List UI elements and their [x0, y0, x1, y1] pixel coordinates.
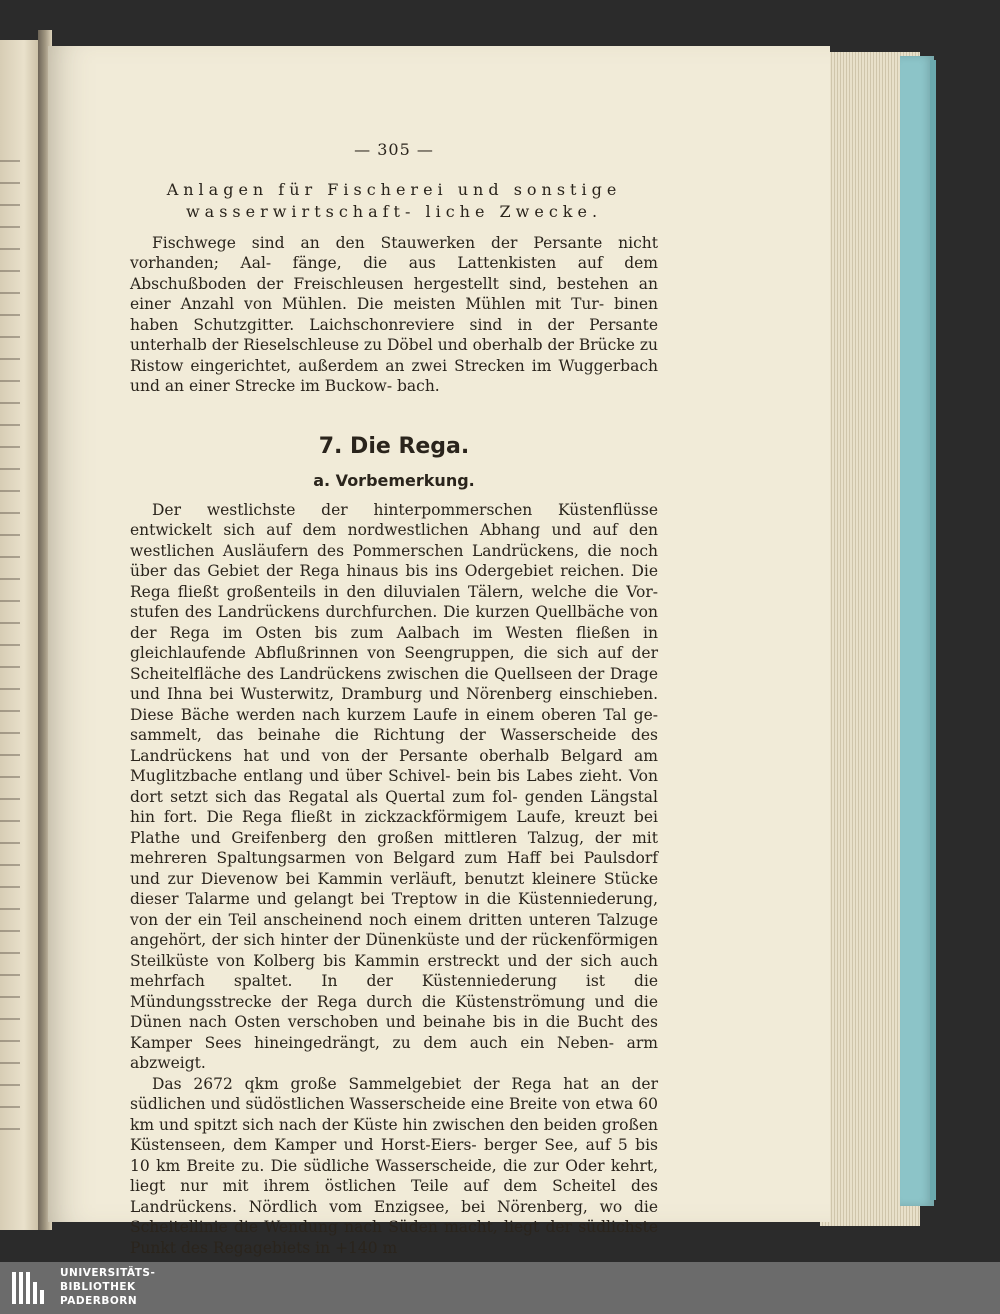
paragraph-sammelgebiet: Das 2672 qkm große Sammelgebiet der Rega hat an der südlichen und südöstlichen Wasserscheide eine Breite von etwa 60 km und spitzt sich nach der Küste hin zwischen den beiden großen Küstenseen, dem Kamper und Horst-Eiers- berger See, auf 5 bis 10 km Breite zu. Die südliche Wasserscheide, die zur Oder kehrt, liegt nur mit ihrem östlichen Teile auf dem Scheitel des Landrückens. Nördlich vom Enzigsee, bei Nörenberg, wo die Scheitellinie die Wendung nach Süden macht, liegt der südlichste Punkt des Regagebiets in +140 m	[130, 1074, 658, 1257]
page-content	[130, 140, 658, 1285]
paragraph-fischerei: Fischwege sind an den Stauwerken der Persante nicht vorhanden; Aal- fänge, die aus Lattenkisten auf dem Abschußboden der Freischleusen hergestellt sind, bestehen an einer Anzahl von Mühlen. Die meisten Mühlen mit Tur- binen haben Schutzgitter. Laichschonreviere sind in der Persante unterhalb der Rieselschleuse zu Döbel und oberhalb der Brücke zu Ristow eingerichtet, außerdem an zwei Strecken im Wuggerbach und an einer Strecke im Buckow- bach.	[130, 233, 658, 395]
book-cover	[900, 56, 934, 1206]
paragraph-vorbemerkung: Der westlichste der hinterpommerschen Küstenflüsse entwickelt sich auf dem nordwestlichen Abhang und auf den westlichen Ausläufern des Pommerschen Landrückens, die noch über das Gebiet der Rega hinaus bis ins Odergebiet reichen. Die Rega fließt großenteils in den diluvialen Tälern, welche die Vor- stufen des Landrückens durchfurchen. Die kurzen Quellbäche von der Rega im Osten bis zum Aalbach im Westen fließen in gleichlaufende Abflußrinnen von Seengruppen, die sich auf der Scheitelfläche des Landrückens zwischen die Quellseen der Drage und Ihna bei Wusterwitz, Dramburg und Nörenberg einschieben. Diese Bäche werden nach kurzem Laufe in einem oberen Tal ge- sammelt, das beinahe die Richtung der Wasserscheide des Landrückens hat und von der Persante oberhalb Belgard am Muglitzbache entlang und über Schivel- bein bis Labes zieht. Von dort setzt sich das Regatal als Quertal zum fol- genden Längstal hin fort. Die Rega fließt in zickzackförmigem Laufe, kreuzt bei Plathe und Greifenberg den großen mittleren Talzug, der mit mehreren Spaltungsarmen von Belgard zum Haff bei Paulsdorf und zur Dievenow bei Kammin verläuft, benutzt kleinere Stücke dieser Talarme und gelangt bei Treptow in die Küstenniederung, von der ein Teil anscheinend noch einem dritten unteren Talzuge angehört, der sich hinter der Dünenküste und der rückenförmigen Steilküste von Kolberg bis Kammin erstreckt und der sich auch mehrfach spaltet. In der Küstenniederung ist die Mündungsstrecke der Rega durch die Küstenströmung und die Dünen nach Osten verschoben und beinahe bis in die Bucht des Kamper Sees hineingedrängt, zu dem auch ein Neben- arm abzweigt.	[130, 500, 658, 1072]
book-cover-edge	[930, 60, 936, 1200]
chapter-title: 7. Die Rega.	[318, 433, 470, 459]
subheading: a. Vorbemerkung.	[313, 471, 475, 490]
library-logo-text	[60, 1266, 155, 1308]
page-number: — 305 —	[354, 140, 434, 159]
library-logo-icon	[10, 1268, 50, 1308]
logo-line-1: UNIVERSITÄTS-	[60, 1267, 156, 1279]
facing-page-text-fragment	[0, 140, 20, 1140]
library-footer	[0, 1262, 1000, 1314]
facing-page-edge	[0, 40, 40, 1230]
logo-line-3: PADERBORN	[60, 1295, 138, 1307]
section-heading: Anlagen für Fischerei und sonstige wasserwirtschaft- liche Zwecke.	[166, 179, 622, 221]
logo-line-2: BIBLIOTHEK	[60, 1281, 136, 1293]
